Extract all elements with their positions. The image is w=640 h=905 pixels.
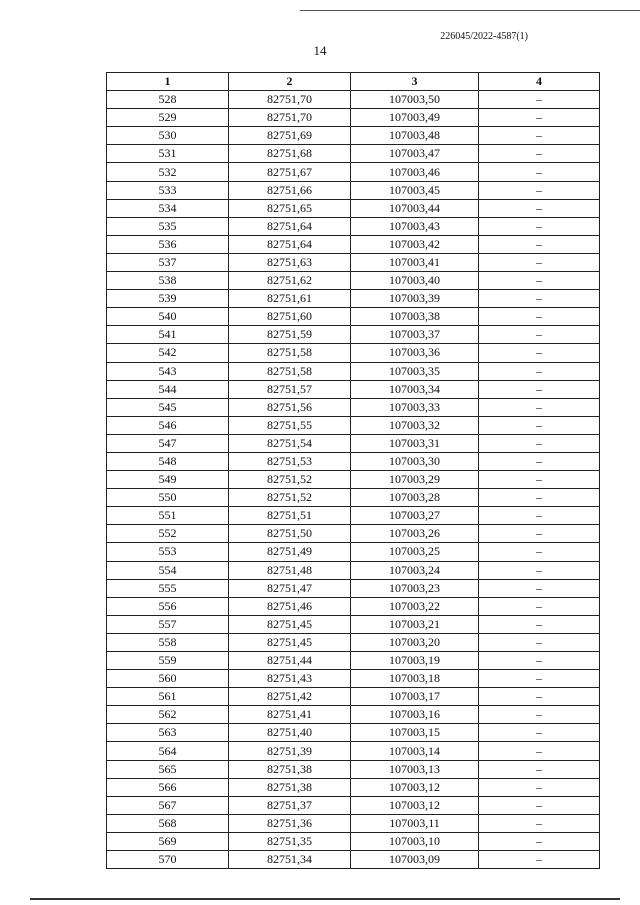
table-row	[107, 706, 600, 724]
table-row	[107, 434, 600, 452]
x-coordinate-cell: 82751,42	[229, 688, 351, 706]
x-coordinate-cell: 82751,48	[229, 561, 351, 579]
note-cell: –	[479, 543, 600, 561]
table-row	[107, 851, 600, 869]
note-cell: –	[479, 760, 600, 778]
coordinates-table	[106, 72, 600, 869]
point-number-cell: 547	[107, 434, 229, 452]
x-coordinate-cell: 82751,56	[229, 398, 351, 416]
note-cell: –	[479, 615, 600, 633]
y-coordinate-cell: 107003,17	[351, 688, 479, 706]
page-number: 14	[313, 43, 327, 58]
y-coordinate-cell: 107003,46	[351, 163, 479, 181]
note-cell: –	[479, 181, 600, 199]
x-coordinate-cell: 82751,63	[229, 253, 351, 271]
note-cell: –	[479, 507, 600, 525]
x-coordinate-cell: 82751,39	[229, 742, 351, 760]
x-coordinate-cell: 82751,53	[229, 452, 351, 470]
y-coordinate-cell: 107003,39	[351, 290, 479, 308]
x-coordinate-cell: 82751,52	[229, 471, 351, 489]
point-number-cell: 544	[107, 380, 229, 398]
x-coordinate-cell: 82751,62	[229, 272, 351, 290]
point-number-cell: 548	[107, 452, 229, 470]
point-number-cell: 569	[107, 832, 229, 850]
column-header-3: 3	[351, 73, 479, 91]
point-number-cell: 535	[107, 217, 229, 235]
point-number-cell: 541	[107, 326, 229, 344]
y-coordinate-cell: 107003,14	[351, 742, 479, 760]
note-cell: –	[479, 814, 600, 832]
x-coordinate-cell: 82751,38	[229, 760, 351, 778]
x-coordinate-cell: 82751,46	[229, 597, 351, 615]
note-cell: –	[479, 561, 600, 579]
point-number-cell: 542	[107, 344, 229, 362]
point-number-cell: 558	[107, 633, 229, 651]
table-row	[107, 561, 600, 579]
y-coordinate-cell: 107003,32	[351, 416, 479, 434]
y-coordinate-cell: 107003,49	[351, 109, 479, 127]
x-coordinate-cell: 82751,57	[229, 380, 351, 398]
note-cell: –	[479, 525, 600, 543]
table-row	[107, 272, 600, 290]
point-number-cell: 564	[107, 742, 229, 760]
y-coordinate-cell: 107003,19	[351, 652, 479, 670]
note-cell: –	[479, 380, 600, 398]
y-coordinate-cell: 107003,43	[351, 217, 479, 235]
y-coordinate-cell: 107003,33	[351, 398, 479, 416]
x-coordinate-cell: 82751,43	[229, 670, 351, 688]
note-cell: –	[479, 597, 600, 615]
point-number-cell: 566	[107, 778, 229, 796]
point-number-cell: 528	[107, 91, 229, 109]
note-cell: –	[479, 272, 600, 290]
y-coordinate-cell: 107003,12	[351, 796, 479, 814]
point-number-cell: 559	[107, 652, 229, 670]
note-cell: –	[479, 308, 600, 326]
point-number-cell: 561	[107, 688, 229, 706]
note-cell: –	[479, 416, 600, 434]
note-cell: –	[479, 398, 600, 416]
x-coordinate-cell: 82751,51	[229, 507, 351, 525]
point-number-cell: 560	[107, 670, 229, 688]
y-coordinate-cell: 107003,42	[351, 235, 479, 253]
point-number-cell: 570	[107, 851, 229, 869]
note-cell: –	[479, 579, 600, 597]
table-row	[107, 163, 600, 181]
table-row	[107, 362, 600, 380]
point-number-cell: 556	[107, 597, 229, 615]
y-coordinate-cell: 107003,16	[351, 706, 479, 724]
point-number-cell: 531	[107, 145, 229, 163]
table-row	[107, 452, 600, 470]
y-coordinate-cell: 107003,21	[351, 615, 479, 633]
bottom-rule	[30, 898, 620, 900]
table-row	[107, 398, 600, 416]
note-cell: –	[479, 253, 600, 271]
x-coordinate-cell: 82751,35	[229, 832, 351, 850]
point-number-cell: 536	[107, 235, 229, 253]
table-row	[107, 199, 600, 217]
table-row	[107, 308, 600, 326]
y-coordinate-cell: 107003,12	[351, 778, 479, 796]
table-row	[107, 796, 600, 814]
x-coordinate-cell: 82751,69	[229, 127, 351, 145]
table-row	[107, 543, 600, 561]
point-number-cell: 553	[107, 543, 229, 561]
table-row	[107, 235, 600, 253]
table-row	[107, 507, 600, 525]
table-row	[107, 688, 600, 706]
note-cell: –	[479, 326, 600, 344]
x-coordinate-cell: 82751,52	[229, 489, 351, 507]
table-row	[107, 760, 600, 778]
table-row	[107, 778, 600, 796]
table-row	[107, 344, 600, 362]
point-number-cell: 529	[107, 109, 229, 127]
y-coordinate-cell: 107003,36	[351, 344, 479, 362]
x-coordinate-cell: 82751,41	[229, 706, 351, 724]
table-header-row	[107, 73, 600, 91]
note-cell: –	[479, 145, 600, 163]
y-coordinate-cell: 107003,38	[351, 308, 479, 326]
table-row	[107, 471, 600, 489]
note-cell: –	[479, 633, 600, 651]
y-coordinate-cell: 107003,45	[351, 181, 479, 199]
note-cell: –	[479, 91, 600, 109]
note-cell: –	[479, 235, 600, 253]
note-cell: –	[479, 724, 600, 742]
y-coordinate-cell: 107003,28	[351, 489, 479, 507]
table-row	[107, 742, 600, 760]
point-number-cell: 562	[107, 706, 229, 724]
y-coordinate-cell: 107003,23	[351, 579, 479, 597]
note-cell: –	[479, 742, 600, 760]
point-number-cell: 543	[107, 362, 229, 380]
point-number-cell: 550	[107, 489, 229, 507]
y-coordinate-cell: 107003,09	[351, 851, 479, 869]
x-coordinate-cell: 82751,68	[229, 145, 351, 163]
table-row	[107, 380, 600, 398]
table-row	[107, 724, 600, 742]
column-header-4: 4	[479, 73, 600, 91]
note-cell: –	[479, 851, 600, 869]
table-row	[107, 127, 600, 145]
table-row	[107, 652, 600, 670]
note-cell: –	[479, 127, 600, 145]
table-row	[107, 579, 600, 597]
y-coordinate-cell: 107003,41	[351, 253, 479, 271]
table-row	[107, 109, 600, 127]
table-row	[107, 814, 600, 832]
point-number-cell: 538	[107, 272, 229, 290]
table-row	[107, 416, 600, 434]
y-coordinate-cell: 107003,47	[351, 145, 479, 163]
note-cell: –	[479, 688, 600, 706]
x-coordinate-cell: 82751,34	[229, 851, 351, 869]
y-coordinate-cell: 107003,34	[351, 380, 479, 398]
point-number-cell: 549	[107, 471, 229, 489]
table-row	[107, 326, 600, 344]
note-cell: –	[479, 652, 600, 670]
x-coordinate-cell: 82751,44	[229, 652, 351, 670]
x-coordinate-cell: 82751,58	[229, 344, 351, 362]
y-coordinate-cell: 107003,13	[351, 760, 479, 778]
note-cell: –	[479, 199, 600, 217]
note-cell: –	[479, 471, 600, 489]
point-number-cell: 533	[107, 181, 229, 199]
x-coordinate-cell: 82751,70	[229, 91, 351, 109]
column-header-1: 1	[107, 73, 229, 91]
y-coordinate-cell: 107003,20	[351, 633, 479, 651]
y-coordinate-cell: 107003,15	[351, 724, 479, 742]
y-coordinate-cell: 107003,48	[351, 127, 479, 145]
point-number-cell: 568	[107, 814, 229, 832]
table-row	[107, 181, 600, 199]
y-coordinate-cell: 107003,18	[351, 670, 479, 688]
y-coordinate-cell: 107003,10	[351, 832, 479, 850]
point-number-cell: 537	[107, 253, 229, 271]
x-coordinate-cell: 82751,49	[229, 543, 351, 561]
point-number-cell: 540	[107, 308, 229, 326]
point-number-cell: 530	[107, 127, 229, 145]
top-rule	[300, 10, 640, 11]
x-coordinate-cell: 82751,55	[229, 416, 351, 434]
table-row	[107, 145, 600, 163]
x-coordinate-cell: 82751,54	[229, 434, 351, 452]
y-coordinate-cell: 107003,26	[351, 525, 479, 543]
x-coordinate-cell: 82751,50	[229, 525, 351, 543]
note-cell: –	[479, 434, 600, 452]
note-cell: –	[479, 706, 600, 724]
point-number-cell: 545	[107, 398, 229, 416]
y-coordinate-cell: 107003,25	[351, 543, 479, 561]
table-row	[107, 253, 600, 271]
x-coordinate-cell: 82751,59	[229, 326, 351, 344]
x-coordinate-cell: 82751,70	[229, 109, 351, 127]
note-cell: –	[479, 109, 600, 127]
x-coordinate-cell: 82751,67	[229, 163, 351, 181]
point-number-cell: 565	[107, 760, 229, 778]
x-coordinate-cell: 82751,65	[229, 199, 351, 217]
x-coordinate-cell: 82751,64	[229, 235, 351, 253]
y-coordinate-cell: 107003,40	[351, 272, 479, 290]
y-coordinate-cell: 107003,24	[351, 561, 479, 579]
x-coordinate-cell: 82751,64	[229, 217, 351, 235]
y-coordinate-cell: 107003,22	[351, 597, 479, 615]
note-cell: –	[479, 362, 600, 380]
y-coordinate-cell: 107003,11	[351, 814, 479, 832]
table-row	[107, 633, 600, 651]
point-number-cell: 557	[107, 615, 229, 633]
table-row	[107, 832, 600, 850]
point-number-cell: 563	[107, 724, 229, 742]
note-cell: –	[479, 290, 600, 308]
table-row	[107, 597, 600, 615]
y-coordinate-cell: 107003,37	[351, 326, 479, 344]
y-coordinate-cell: 107003,29	[351, 471, 479, 489]
table-row	[107, 217, 600, 235]
x-coordinate-cell: 82751,60	[229, 308, 351, 326]
x-coordinate-cell: 82751,38	[229, 778, 351, 796]
table-row	[107, 670, 600, 688]
note-cell: –	[479, 489, 600, 507]
point-number-cell: 552	[107, 525, 229, 543]
table-row	[107, 615, 600, 633]
table-body	[107, 91, 600, 869]
table-row	[107, 489, 600, 507]
x-coordinate-cell: 82751,66	[229, 181, 351, 199]
point-number-cell: 567	[107, 796, 229, 814]
y-coordinate-cell: 107003,44	[351, 199, 479, 217]
note-cell: –	[479, 832, 600, 850]
x-coordinate-cell: 82751,36	[229, 814, 351, 832]
y-coordinate-cell: 107003,35	[351, 362, 479, 380]
x-coordinate-cell: 82751,61	[229, 290, 351, 308]
note-cell: –	[479, 163, 600, 181]
note-cell: –	[479, 670, 600, 688]
x-coordinate-cell: 82751,37	[229, 796, 351, 814]
point-number-cell: 539	[107, 290, 229, 308]
table-row	[107, 525, 600, 543]
column-header-2: 2	[229, 73, 351, 91]
point-number-cell: 555	[107, 579, 229, 597]
point-number-cell: 551	[107, 507, 229, 525]
table-row	[107, 91, 600, 109]
x-coordinate-cell: 82751,45	[229, 615, 351, 633]
x-coordinate-cell: 82751,58	[229, 362, 351, 380]
x-coordinate-cell: 82751,47	[229, 579, 351, 597]
x-coordinate-cell: 82751,45	[229, 633, 351, 651]
x-coordinate-cell: 82751,40	[229, 724, 351, 742]
y-coordinate-cell: 107003,27	[351, 507, 479, 525]
note-cell: –	[479, 217, 600, 235]
point-number-cell: 546	[107, 416, 229, 434]
y-coordinate-cell: 107003,50	[351, 91, 479, 109]
point-number-cell: 554	[107, 561, 229, 579]
document-number: 226045/2022-4587(1)	[440, 31, 528, 42]
y-coordinate-cell: 107003,31	[351, 434, 479, 452]
note-cell: –	[479, 778, 600, 796]
y-coordinate-cell: 107003,30	[351, 452, 479, 470]
note-cell: –	[479, 796, 600, 814]
note-cell: –	[479, 344, 600, 362]
point-number-cell: 532	[107, 163, 229, 181]
point-number-cell: 534	[107, 199, 229, 217]
note-cell: –	[479, 452, 600, 470]
table-row	[107, 290, 600, 308]
